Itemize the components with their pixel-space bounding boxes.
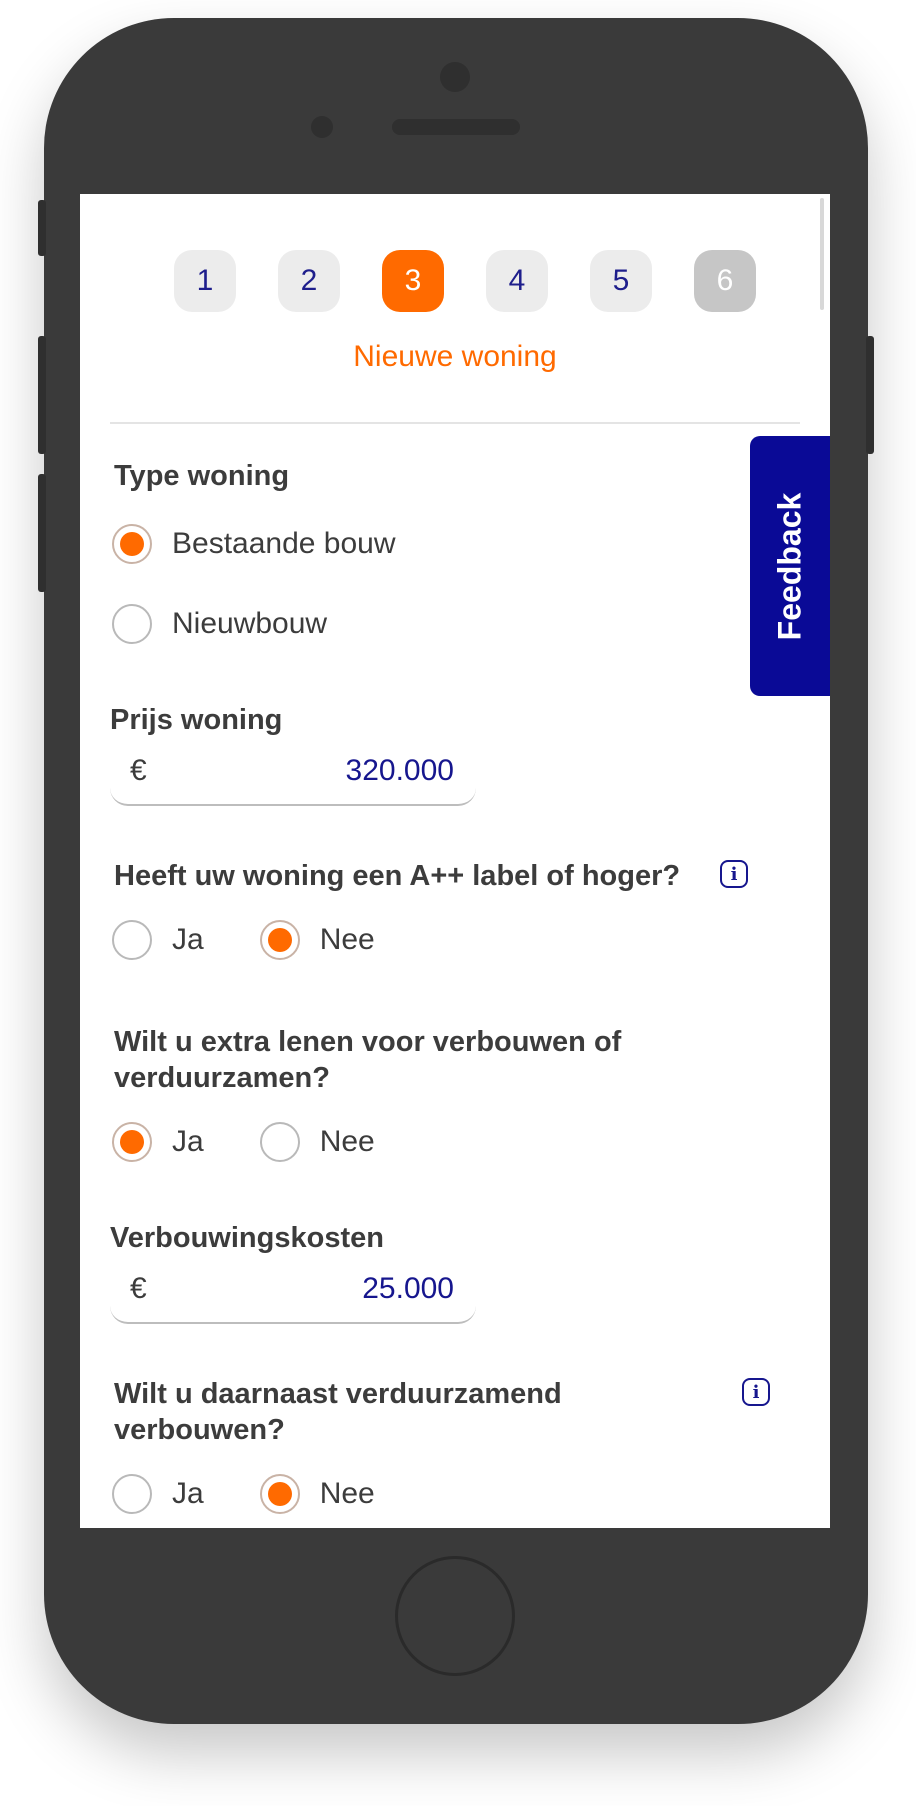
radio-ja[interactable] [112,1474,204,1514]
radio-button[interactable] [112,1474,152,1514]
radio-nee[interactable] [260,1474,375,1514]
radio-button[interactable] [260,920,300,960]
radio-label: Ja [172,1477,204,1510]
step-3[interactable]: 3 [382,250,444,312]
power-button [866,336,874,454]
radio-label: Ja [172,1125,204,1158]
currency-symbol: € [130,1272,147,1305]
radio-button[interactable] [260,1122,300,1162]
type-woning-label: Type woning [114,460,290,492]
volume-down-button [38,474,46,592]
earpiece-speaker [392,119,520,135]
verduurzamend-options [112,1474,431,1514]
radio-button[interactable] [112,1122,152,1162]
volume-up-button [38,336,46,454]
step-6: 6 [694,250,756,312]
proximity-sensor [311,116,333,138]
radio-label: Nee [319,1125,375,1158]
radio-label: Nee [319,923,375,956]
radio-label: Bestaande bouw [172,527,396,560]
scrollbar[interactable] [820,198,824,310]
energy-label-question: Heeft uw woning een A++ label of hoger? [114,860,681,892]
verbouwingskosten-input[interactable] [110,1266,476,1324]
info-icon[interactable]: i [742,1378,770,1406]
prijs-woning-label: Prijs woning [110,704,283,736]
radio-ja[interactable] [112,1122,204,1162]
step-1[interactable]: 1 [174,250,236,312]
radio-label: Nieuwbouw [172,607,328,640]
radio-label: Ja [172,923,204,956]
feedback-tab[interactable] [750,436,830,696]
radio-nee[interactable] [260,1122,375,1162]
radio-nee[interactable] [260,920,375,960]
prijs-woning-input[interactable] [110,748,476,806]
radio-button[interactable] [260,1474,300,1514]
divider [110,422,800,424]
prijs-woning-value: 320.000 [345,754,454,787]
step-2[interactable]: 2 [278,250,340,312]
currency-symbol: € [130,754,147,787]
verbouwingskosten-value: 25.000 [362,1272,454,1305]
step-5[interactable]: 5 [590,250,652,312]
radio-bestaande-bouw[interactable] [112,524,396,564]
extra-lenen-question: Wilt u extra lenen voor verbouwen of verduurzamen? [114,1026,622,1094]
energy-label-options [112,920,431,960]
verbouwingskosten-label: Verbouwingskosten [110,1222,384,1254]
step-4[interactable]: 4 [486,250,548,312]
step-title: Nieuwe woning [353,340,557,373]
radio-button[interactable] [112,920,152,960]
verduurzamend-question: Wilt u daarnaast verduurzamend verbouwen? [114,1378,562,1446]
radio-label: Nee [319,1477,375,1510]
mute-switch [38,200,46,256]
radio-ja[interactable] [112,920,204,960]
front-camera [440,62,470,92]
feedback-label: Feedback [771,492,808,640]
step-indicator [174,250,756,312]
info-icon[interactable]: i [720,860,748,888]
radio-button[interactable] [112,604,152,644]
home-button[interactable] [395,1556,515,1676]
extra-lenen-options [112,1122,431,1162]
radio-nieuwbouw[interactable] [112,604,327,644]
app-screen [80,194,830,1528]
radio-button[interactable] [112,524,152,564]
